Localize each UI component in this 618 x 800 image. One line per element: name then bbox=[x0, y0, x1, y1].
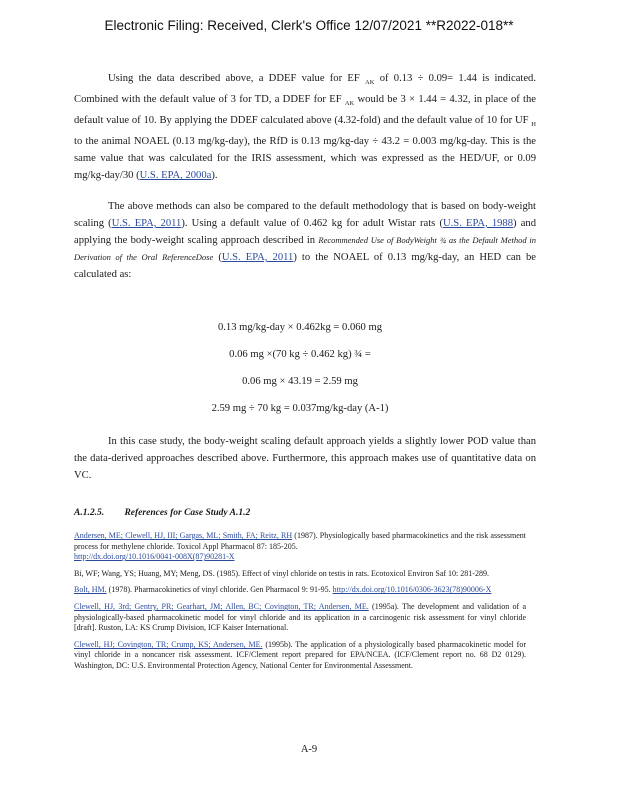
equation-line-4: 2.59 mg ÷ 70 kg = 0.037mg/kg-day (A-1) bbox=[211, 403, 389, 414]
paragraph-conclusion: In this case study, the body-weight scaling default approach yields a slightly lower POD value than the data-derived approaches described above. Furthermore, this approach makes use of quantitative data on VC. bbox=[74, 436, 536, 481]
reference-entry bbox=[74, 602, 526, 634]
reference-entry bbox=[74, 531, 526, 563]
reference-authors-link[interactable]: Clewell, HJ, 3rd; Gentry, PR; Gearhart, JM; Allen, BC; Covington, TR; Andersen, ME. bbox=[74, 601, 369, 611]
filing-header: Electronic Filing: Received, Clerk's Office 12/07/2021 **R2022-018** bbox=[104, 18, 514, 33]
reference-text: Bi, WF; Wang, YS; Huang, MY; Meng, DS. (1985). Effect of vinyl chloride on testis in rats. Ecotoxicol Environ Saf 10: 281-289. bbox=[74, 568, 489, 578]
para1-sub-a: AK bbox=[365, 79, 375, 87]
reference-entry bbox=[74, 585, 526, 596]
reference-doi-link[interactable]: http://dx.doi.org/10.1016/0041-008X(87)90281-X bbox=[74, 552, 235, 562]
citation-link-epa-2000a[interactable]: U.S. EPA, 2000a bbox=[139, 170, 212, 182]
section-number: A.1.2.5. bbox=[74, 508, 105, 518]
reference-authors-link[interactable]: Andersen, ME; Clewell, HJ, III; Gargas, ML; Smith, FA; Reitz, RH bbox=[74, 531, 293, 540]
para2-text-e: ) to the NOAEL of 0.13 mg/kg-day, an HED can be calculated as: bbox=[74, 252, 536, 280]
citation-link-epa-2011-b[interactable]: U.S. EPA, 2011 bbox=[221, 252, 294, 263]
paragraph-body-weight-scaling bbox=[74, 198, 536, 283]
reference-text: (1987). Physiologically based pharmacokinetics and the risk assessment process for methylene chloride. Toxicol Appl Pharmacol 87: 185-205. bbox=[74, 531, 526, 551]
reference-list bbox=[74, 531, 526, 678]
para1-text-a: Using the data described above, a DDEF value for EF bbox=[108, 73, 360, 84]
equation-line-2: 0.06 mg ×(70 kg ÷ 0.462 kg) ¾ = bbox=[229, 349, 371, 360]
reference-entry bbox=[74, 640, 526, 672]
equation-line-1: 0.13 mg/kg-day × 0.462kg = 0.060 mg bbox=[217, 322, 383, 333]
section-heading bbox=[74, 508, 268, 518]
reference-entry bbox=[74, 569, 526, 580]
para1-text-e: ). bbox=[211, 170, 218, 182]
reference-doi-link[interactable]: http://dx.doi.org/10.1016/0306-3623(78)90006-X bbox=[332, 585, 492, 595]
page-number: A-9 bbox=[300, 744, 318, 755]
para1-sub-c: H bbox=[531, 121, 536, 129]
section-title: References for Case Study A.1.2 bbox=[124, 508, 251, 518]
para1-text-c: would be 3 × 1.44 = 4.32, in place of the default value of 10. By applying the DDEF calculated above (4.32-fold) and the default value of 10 for UF bbox=[74, 94, 536, 127]
guidance-document-title: Recommended Use of BodyWeight ¾ as the Default Method in Derivation of the Oral ReferenceDose bbox=[74, 235, 536, 262]
para2-text-b: ). Using a default value of 0.462 kg for adult Wistar rats ( bbox=[181, 218, 443, 229]
citation-link-epa-1988[interactable]: U.S. EPA, 1988 bbox=[443, 218, 514, 229]
citation-link-epa-2011[interactable]: U.S. EPA, 2011 bbox=[111, 218, 182, 229]
reference-text: (1978). Pharmacokinetics of vinyl chloride. Gen Pharmacol 9: 91-95. bbox=[108, 585, 331, 595]
paragraph-ddef bbox=[74, 70, 536, 184]
equation-block bbox=[150, 314, 450, 422]
para1-text-b: of 0.13 ÷ 0.09= 1.44 is indicated. Combined with the default value of 3 for TD, a DDEF for EF bbox=[74, 73, 536, 106]
reference-authors-link[interactable]: Bolt, HM. bbox=[74, 585, 107, 595]
para2-text-c: ) and applying the body-weight scaling approach described in bbox=[74, 218, 537, 246]
reference-text: (1995b). The application of a physiologically based pharmacokinetic model for vinyl chloride in a noncancer risk assessment. ICF/Clement report prepared for EPA/NCEA. (ICF/Clement report no. 68 D2 0129). Washington, DC: U.S. Environmental Protection Agency, National Center for Environmental Assessment. bbox=[74, 639, 526, 670]
para1-sub-b: AK bbox=[344, 100, 355, 108]
reference-authors-link[interactable]: Clewell, HJ; Covington, TR; Crump, KS; Andersen, ME. bbox=[74, 639, 263, 649]
reference-text: (1995a). The development and validation of a physiologically-based pharmacokinetic model for vinyl chloride and its application in a carcinogenic risk assessment for vinyl chloride [draft]. Ruston, LA: KS Crump Division, ICF Kaiser International. bbox=[74, 601, 527, 633]
para2-text-a: The above methods can also be compared to the default methodology that is based on body-weight scaling ( bbox=[74, 201, 536, 229]
para2-text-d: ( bbox=[218, 252, 222, 263]
para1-text-d: to the animal NOAEL (0.13 mg/kg-day), the RfD is 0.13 mg/kg-day ÷ 43.2 = 0.003 mg/kg-day. This is the same value that was calculated for the IRIS assessment, which was expressed as the HED/UF, or 0.09 mg/kg-day/30 ( bbox=[74, 136, 536, 182]
equation-line-3: 0.06 mg × 43.19 = 2.59 mg bbox=[242, 376, 358, 387]
